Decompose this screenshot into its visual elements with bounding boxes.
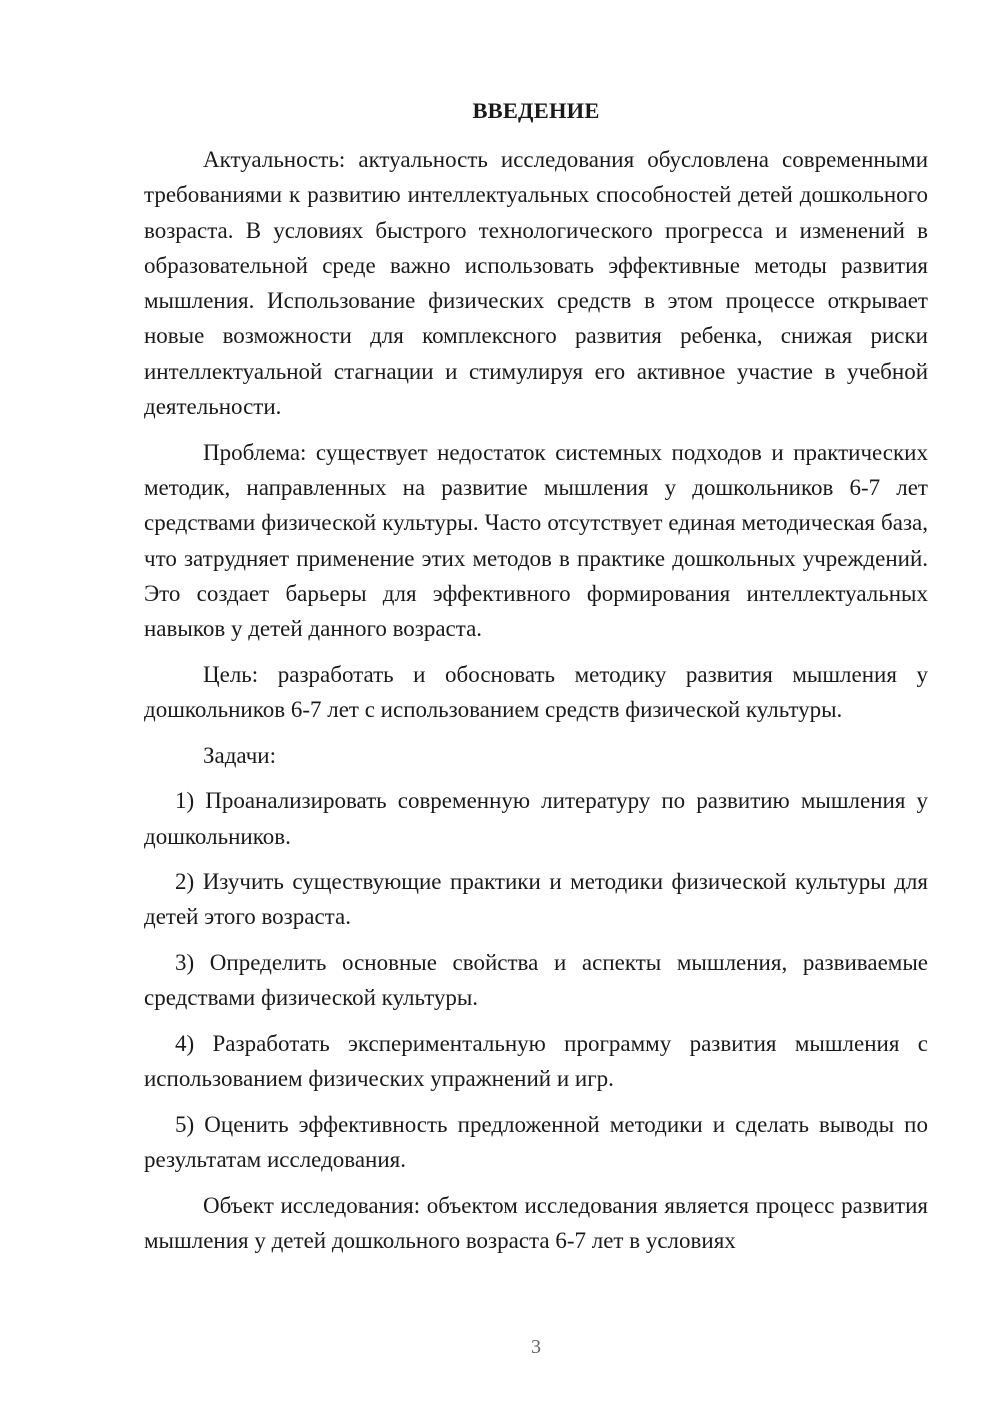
- section-heading: ВВЕДЕНИЕ: [472, 98, 600, 123]
- task-item-2: 2) Изучить существующие практики и методики физической культуры для детей этого возраста.: [144, 869, 928, 930]
- paragraph-problem: Проблема: существует недостаток системных подходов и практических методик, направленных на развитие мышления у дошкольников 6-7 лет средствами физической культуры. Часто отсутствует единая методическая база, что затрудняет применение этих методов в практике дошкольных учреждений. Это создает барьеры для эффективного формирования интеллектуальных навыков у детей данного возраста.: [144, 439, 928, 642]
- task-item-3: 3) Определить основные свойства и аспекты мышления, развиваемые средствами физической культуры.: [144, 950, 928, 1011]
- page-number: 3: [531, 1336, 541, 1358]
- task-item-1: 1) Проанализировать современную литературу по развитию мышления у дошкольников.: [144, 788, 928, 849]
- paragraph-object: Объект исследования: объектом исследования является процесс развития мышления у детей дошкольного возраста 6-7 лет в условиях: [144, 1192, 928, 1253]
- tasks-label: Задачи:: [203, 742, 276, 768]
- paragraph-relevance: Актуальность: актуальность исследования обусловлена современными требованиями к развитию интеллектуальных способностей детей дошкольного возраста. В условиях быстрого технологического прогресса и изменений в образовательной среде важно использовать эффективные методы развития мышления. Использование физических средств в этом процессе открывает новые возможности для комплексного развития ребенка, снижая риски интеллектуальной стагнации и стимулируя его активное участие в учебной деятельности.: [144, 147, 928, 420]
- body-text: [144, 142, 928, 1269]
- task-item-5: 5) Оценить эффективность предложенной методики и сделать выводы по результатам исследования.: [144, 1111, 928, 1173]
- task-item-4: 4) Разработать экспериментальную программу развития мышления с использованием физических упражнений и игр.: [144, 1030, 928, 1092]
- paragraph-goal: Цель: разработать и обосновать методику развития мышления у дошкольников 6-7 лет с использованием средств физической культуры.: [144, 661, 928, 723]
